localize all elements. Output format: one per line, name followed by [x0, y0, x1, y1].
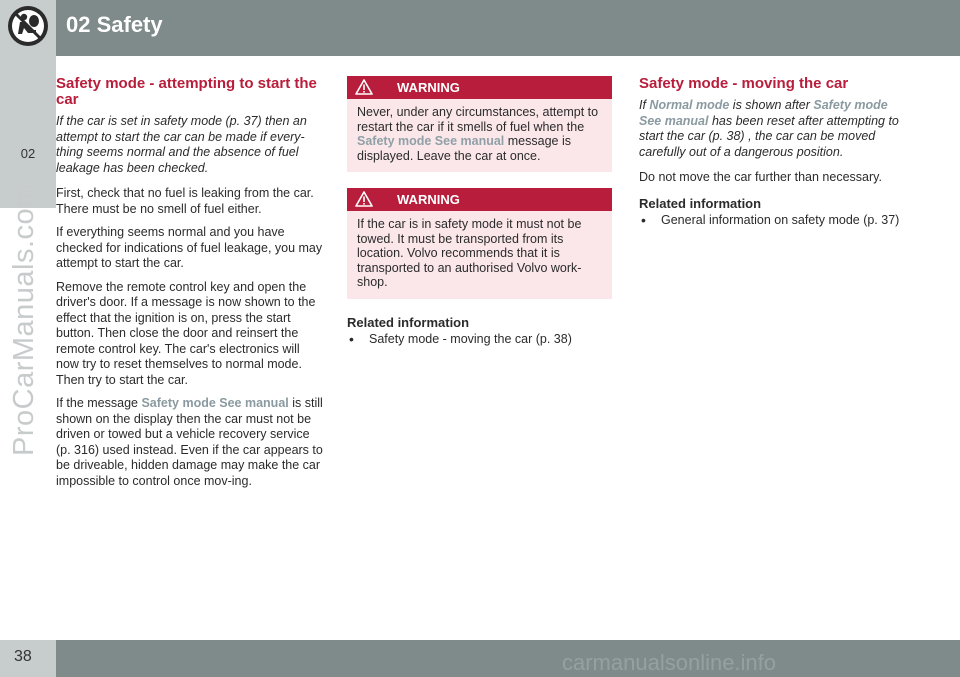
column-start-car	[56, 76, 323, 497]
message-normal-mode: Normal mode	[649, 98, 730, 112]
warning-triangle-icon	[355, 79, 373, 95]
related-link-general-safety-mode[interactable]: • General information on safety mode (p. 37)	[639, 213, 904, 228]
warning-header	[347, 76, 612, 99]
warning-header	[347, 188, 612, 211]
related-info-heading: Related information	[347, 314, 470, 330]
airbag-off-icon	[6, 4, 50, 48]
watermark-procarmanuals: ProCarManuals.com	[8, 183, 40, 456]
warning-box-fuel-smell	[347, 76, 612, 172]
warning-text: If the car is in safety mode it must not be towed. It must be transported from its location. Volvo recommends that it is transported to an authorised Volvo work-shop.	[357, 217, 582, 289]
paragraph-attempt-start: If everything seems normal and you have checked for indications of fuel leakage, you may attempt to start the car.	[56, 225, 323, 270]
section-title-moving-car: Safety mode - moving the car	[639, 75, 849, 92]
chapter-tab-label: 02	[20, 146, 36, 161]
paragraph-recovery: If the message Safety mode See manual is still shown on the display then the car must not be driven or towed but a vehicle recovery service (p. 316) used instead. Even if the car appears to be driveable, hidden damage may make the car impossible to control once mov-ing.	[56, 396, 323, 488]
paragraph-reset-procedure: Remove the remote control key and open the driver's door. If a message is now shown to the effect that the ignition is on, press the start button. Then close the door and reinsert the remote control key. The car's electronics will now try to reset themselves to normal mode. Then try to start the car.	[56, 279, 316, 387]
warning-triangle-icon	[355, 191, 373, 207]
related-info-heading: Related information	[639, 195, 762, 211]
related-info-list	[347, 332, 612, 347]
page-footer	[0, 640, 960, 677]
watermark-carmanualsonline: carmanualsonline.info	[562, 650, 777, 675]
warning-text: Never, under any circumstances, attempt to restart the car if it smells of fuel when the Safety mode See manual message is displayed. Leave the car at once.	[357, 105, 599, 163]
related-info-list	[639, 213, 904, 228]
message-safety-mode: Safety mode See manual	[141, 396, 289, 410]
column-warnings	[347, 76, 612, 347]
related-link-moving-car[interactable]: • Safety mode - moving the car (p. 38)	[347, 332, 612, 347]
warning-title: WARNING	[397, 192, 460, 207]
page-number: 38	[14, 648, 32, 665]
section-title-start-car: Safety mode - attempting to start the car	[56, 75, 317, 108]
page-title: 02 Safety	[66, 12, 163, 37]
warning-title: WARNING	[397, 80, 460, 95]
intro-text: If the car is set in safety mode (p. 37) then an attempt to start the car can be made if every-thing seems normal and the absence of fuel leakage has been checked.	[56, 114, 307, 175]
paragraph-move-limit: Do not move the car further than necessary.	[639, 170, 882, 184]
column-moving-car	[639, 76, 904, 228]
message-safety-mode: Safety mode See manual	[639, 98, 888, 128]
paragraph-check-fuel: First, check that no fuel is leaking from the car. There must be no smell of fuel either.	[56, 186, 314, 216]
warning-box-towing	[347, 188, 612, 299]
header-tab	[0, 0, 56, 56]
message-safety-mode: Safety mode See manual	[357, 134, 505, 148]
intro-text: If Normal mode is shown after Safety mode See manual has been reset after attempting to start the car (p. 38) , the car can be moved carefully out of a dangerous position.	[639, 98, 899, 159]
